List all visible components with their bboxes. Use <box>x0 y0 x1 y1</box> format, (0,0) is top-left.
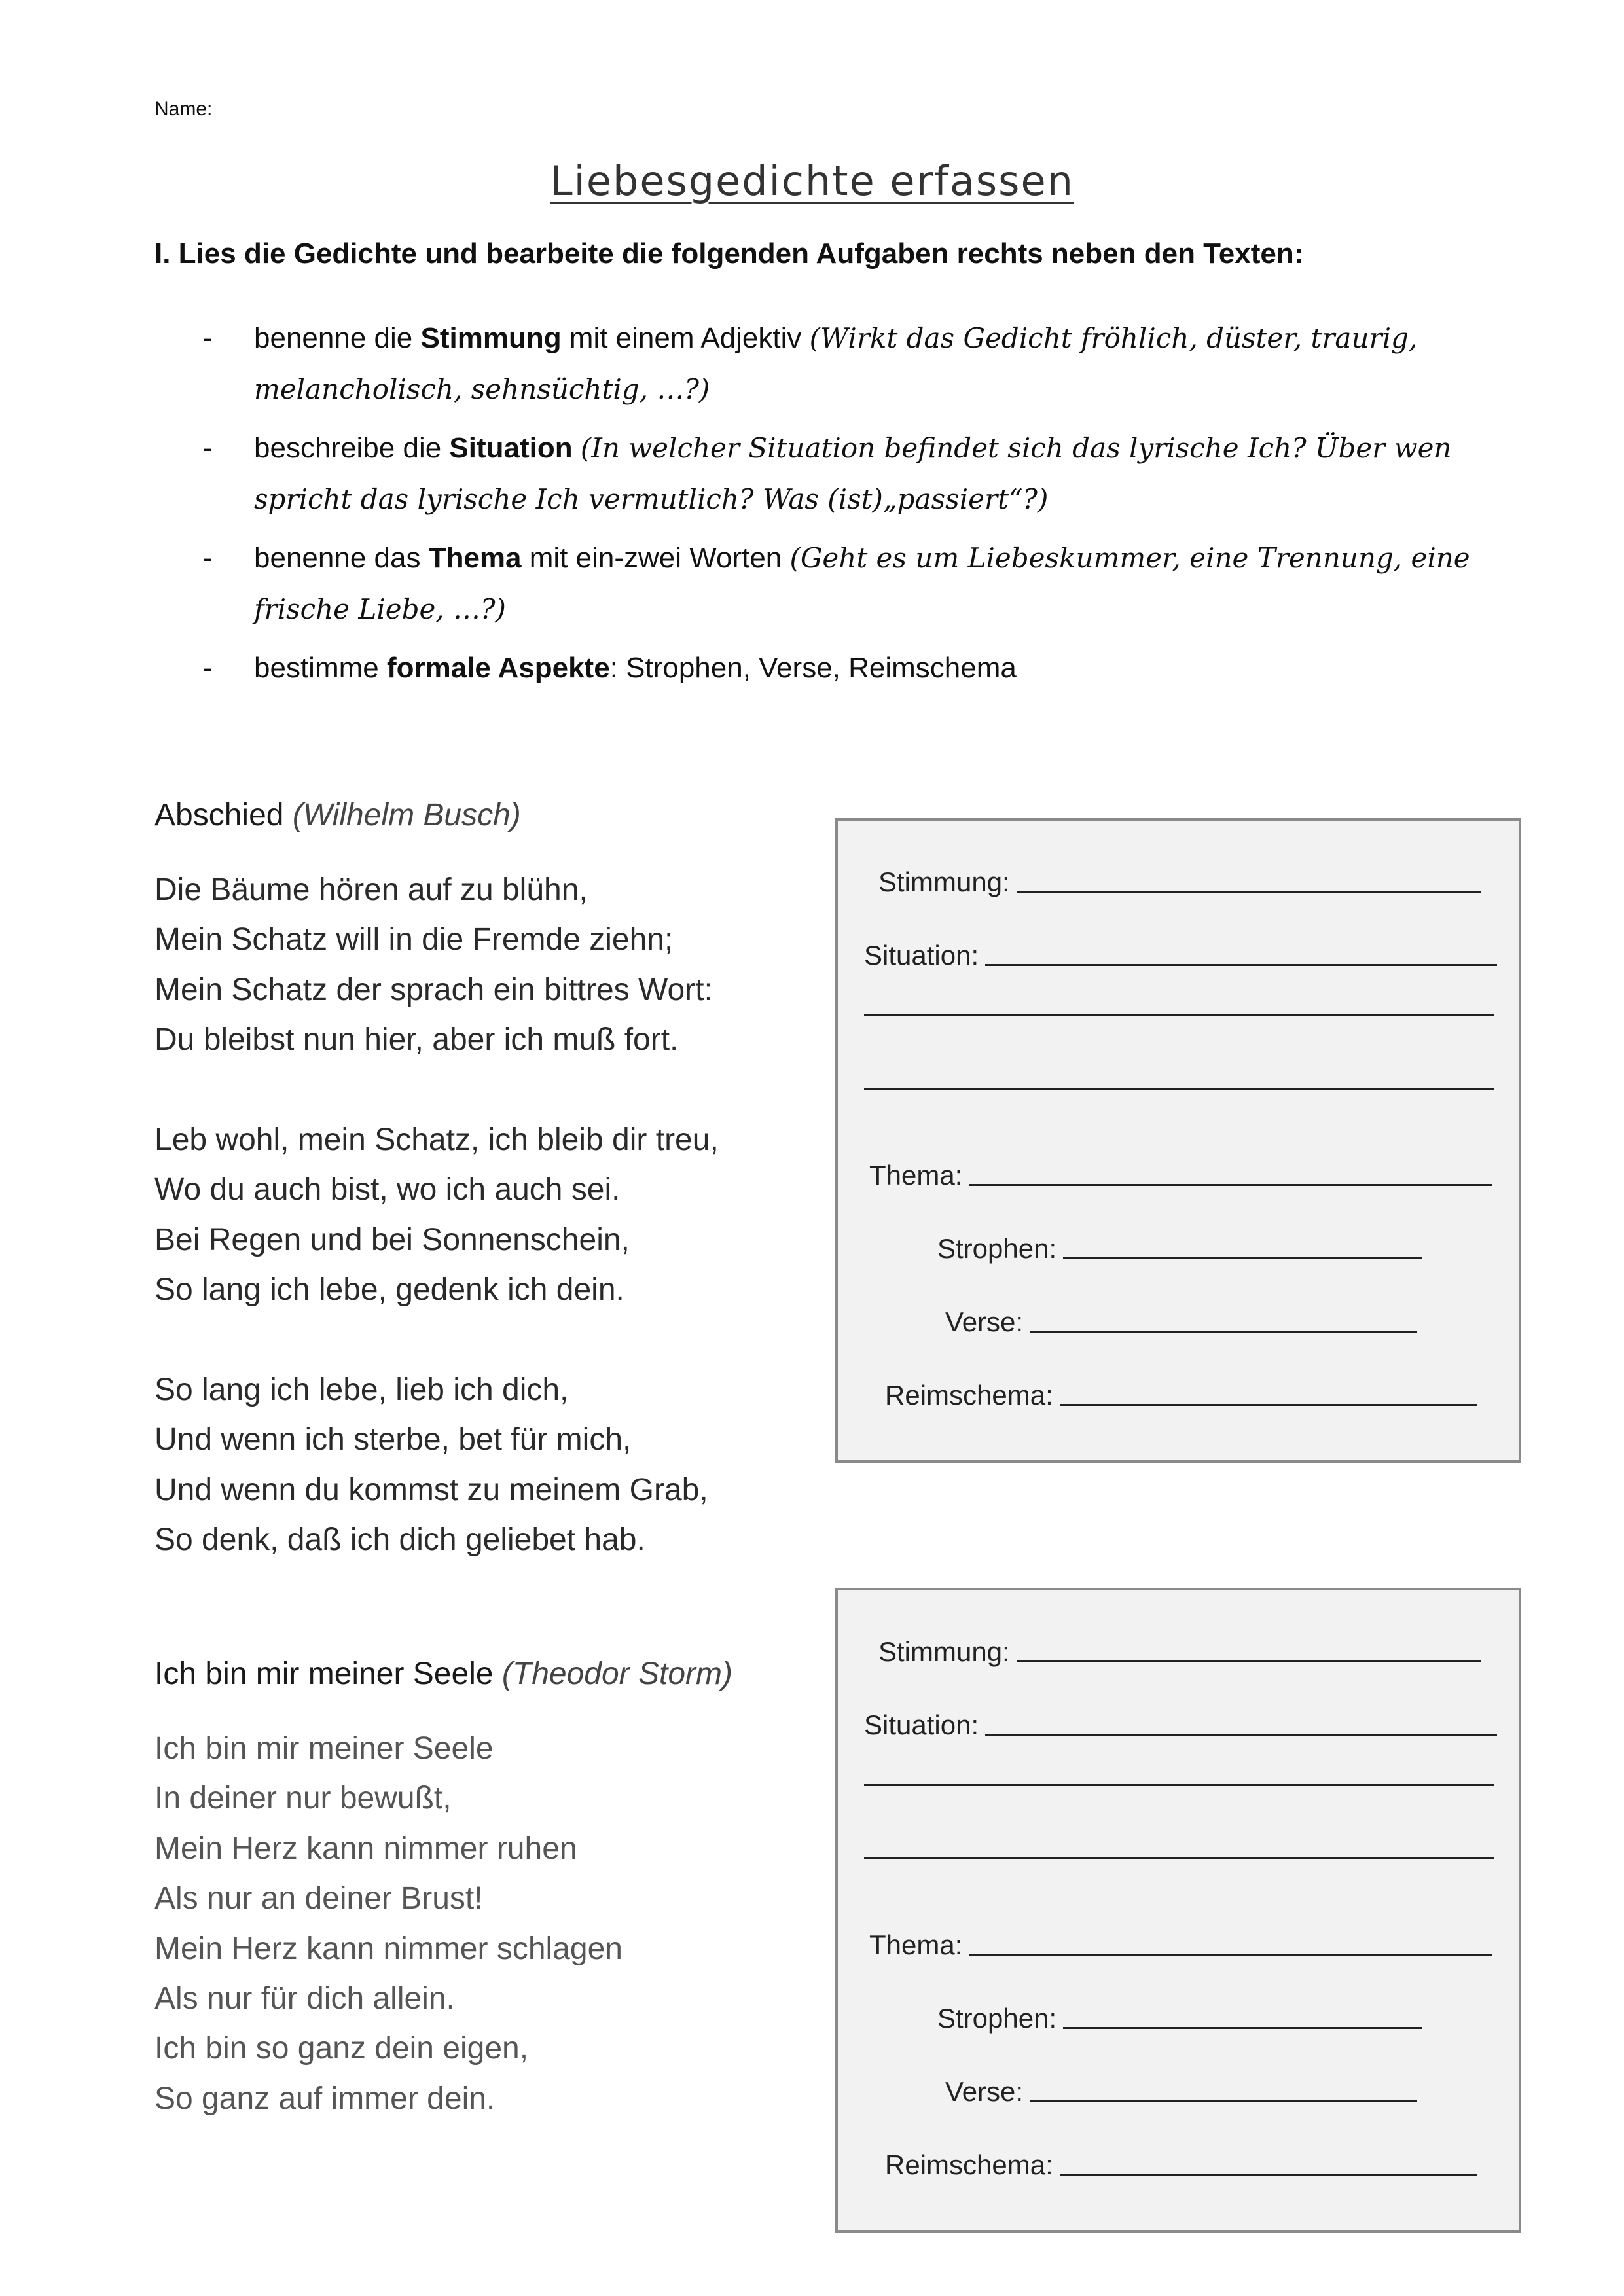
reimschema-blank[interactable] <box>1060 1403 1477 1406</box>
task-text: mit einem Adjektiv <box>561 322 810 354</box>
poem-author: (Theodor Storm) <box>501 1657 732 1691</box>
stimmung-blank[interactable] <box>1017 1659 1481 1662</box>
poem-line: Mein Herz kann nimmer ruhen <box>154 1831 577 1866</box>
task-text: benenne das <box>254 542 429 574</box>
poem-line: So lang ich lebe, gedenk ich dein. <box>154 1272 624 1308</box>
situation-row-3 <box>864 1086 1494 1095</box>
poem-line: Mein Schatz der sprach ein bittres Wort: <box>154 972 713 1007</box>
situation-blank[interactable] <box>864 1013 1494 1016</box>
situation-label: Situation: <box>864 940 979 971</box>
poem-line: Ich bin mir meiner Seele <box>154 1731 494 1766</box>
thema-blank[interactable] <box>969 1183 1492 1186</box>
answer-box <box>835 818 1521 1463</box>
situation-row-2 <box>864 1013 1494 1022</box>
thema-label: Thema: <box>869 1160 963 1191</box>
task-item <box>203 643 1499 694</box>
poem-title <box>154 797 521 833</box>
answer-box <box>835 1588 1521 2233</box>
verse-blank[interactable] <box>1030 2099 1417 2102</box>
task-text: beschreibe die <box>254 432 450 464</box>
poem-line: Du bleibst nun hier, aber ich muß fort. <box>154 1022 679 1058</box>
task-list <box>203 313 1499 702</box>
poem-line: In deiner nur bewußt, <box>154 1781 452 1816</box>
reimschema-blank[interactable] <box>1060 2172 1477 2176</box>
situation-label: Situation: <box>864 1710 979 1740</box>
strophen-label: Strophen: <box>937 2003 1057 2034</box>
poem-line: Die Bäume hören auf zu blühn, <box>154 872 588 907</box>
strophen-row <box>937 2003 1422 2034</box>
strophen-blank[interactable] <box>1063 2026 1422 2029</box>
poem-title <box>154 1656 732 1692</box>
poem-text <box>154 1724 623 2124</box>
strophen-row <box>937 1233 1422 1265</box>
verse-label: Verse: <box>945 2076 1024 2107</box>
strophen-label: Strophen: <box>937 1233 1057 1264</box>
poem-line: Mein Schatz will in die Fremde ziehn; <box>154 922 674 958</box>
instruction-text: I. Lies die Gedichte und bearbeite die folgenden Aufgaben rechts neben den Texten: <box>154 238 1304 270</box>
task-keyword: Stimmung <box>420 322 562 354</box>
task-keyword: Situation <box>449 432 573 464</box>
task-hint: (In welcher Situation befindet sich das lyrische Ich? Über wen spricht das lyrische Ich vermutlich? Was (ist)„passiert“?) <box>254 432 1452 515</box>
poem-line: Und wenn du kommst zu meinem Grab, <box>154 1472 708 1507</box>
task-hint: (Wirkt das Gedicht fröhlich, düster, traurig, melancholisch, sehnsüchtig, …?) <box>254 322 1418 405</box>
thema-row <box>869 1929 1492 1961</box>
poem-line: Wo du auch bist, wo ich auch sei. <box>154 1172 621 1208</box>
stimmung-label: Stimmung: <box>878 1636 1010 1667</box>
poem-line: Leb wohl, mein Schatz, ich bleib dir treu, <box>154 1122 719 1158</box>
task-text: : Strophen, Verse, Reimschema <box>609 652 1017 684</box>
task-text: mit ein-zwei Worten <box>521 542 790 574</box>
task-dash: - <box>203 432 213 464</box>
situation-row-3 <box>864 1856 1494 1865</box>
task-item <box>203 313 1499 415</box>
task-text: benenne die <box>254 322 421 354</box>
situation-blank[interactable] <box>864 1856 1494 1859</box>
stanza-break <box>154 1066 719 1115</box>
stanza-break <box>154 1316 719 1365</box>
situation-blank[interactable] <box>985 963 1497 966</box>
poem-title-text: Ich bin mir meiner Seele <box>154 1657 494 1691</box>
task-text: bestimme <box>254 652 387 684</box>
task-hint: (Geht es um Liebeskummer, eine Trennung, eine frische Liebe, …?) <box>254 542 1470 625</box>
task-keyword: Thema <box>428 542 522 574</box>
poem-line: Als nur an deiner Brust! <box>154 1881 483 1916</box>
poem-line: So ganz auf immer dein. <box>154 2081 496 2116</box>
task-dash: - <box>203 322 213 354</box>
reimschema-row <box>885 2149 1477 2181</box>
poem-line: So lang ich lebe, lieb ich dich, <box>154 1372 569 1408</box>
stimmung-row <box>878 867 1481 898</box>
reimschema-label: Reimschema: <box>885 1380 1053 1410</box>
thema-blank[interactable] <box>969 1952 1492 1956</box>
poem-line: Als nur für dich allein. <box>154 1981 455 2017</box>
stimmung-label: Stimmung: <box>878 867 1010 897</box>
poem-line: Bei Regen und bei Sonnenschein, <box>154 1222 630 1257</box>
situation-blank[interactable] <box>864 1783 1494 1786</box>
situation-row-2 <box>864 1783 1494 1791</box>
reimschema-row <box>885 1380 1477 1411</box>
poem-author: (Wilhelm Busch) <box>292 798 521 833</box>
situation-row <box>864 940 1497 971</box>
poem-text <box>154 865 719 1566</box>
poem-line: Mein Herz kann nimmer schlagen <box>154 1931 623 1966</box>
task-item <box>203 533 1499 635</box>
stimmung-row <box>878 1636 1481 1668</box>
poem-line: So denk, daß ich dich geliebet hab. <box>154 1522 645 1558</box>
verse-blank[interactable] <box>1030 1329 1417 1333</box>
verse-label: Verse: <box>945 1306 1024 1337</box>
task-dash: - <box>203 542 213 574</box>
thema-label: Thema: <box>869 1929 963 1960</box>
reimschema-label: Reimschema: <box>885 2149 1053 2180</box>
verse-row <box>945 2076 1417 2108</box>
task-item <box>203 423 1499 525</box>
situation-blank[interactable] <box>864 1086 1494 1090</box>
situation-blank[interactable] <box>985 1732 1497 1736</box>
name-label: Name: <box>154 98 213 120</box>
poem-line: Ich bin so ganz dein eigen, <box>154 2031 529 2066</box>
task-keyword: formale Aspekte <box>386 652 610 684</box>
task-dash: - <box>203 652 213 684</box>
stimmung-blank[interactable] <box>1017 889 1481 893</box>
task-text <box>573 432 581 464</box>
strophen-blank[interactable] <box>1063 1256 1422 1259</box>
poem-title-text: Abschied <box>154 798 284 833</box>
poem-line: Und wenn ich sterbe, bet für mich, <box>154 1422 632 1458</box>
verse-row <box>945 1306 1417 1338</box>
situation-row <box>864 1710 1497 1741</box>
page-title: Liebesgedichte erfassen <box>550 157 1074 205</box>
thema-row <box>869 1160 1492 1191</box>
